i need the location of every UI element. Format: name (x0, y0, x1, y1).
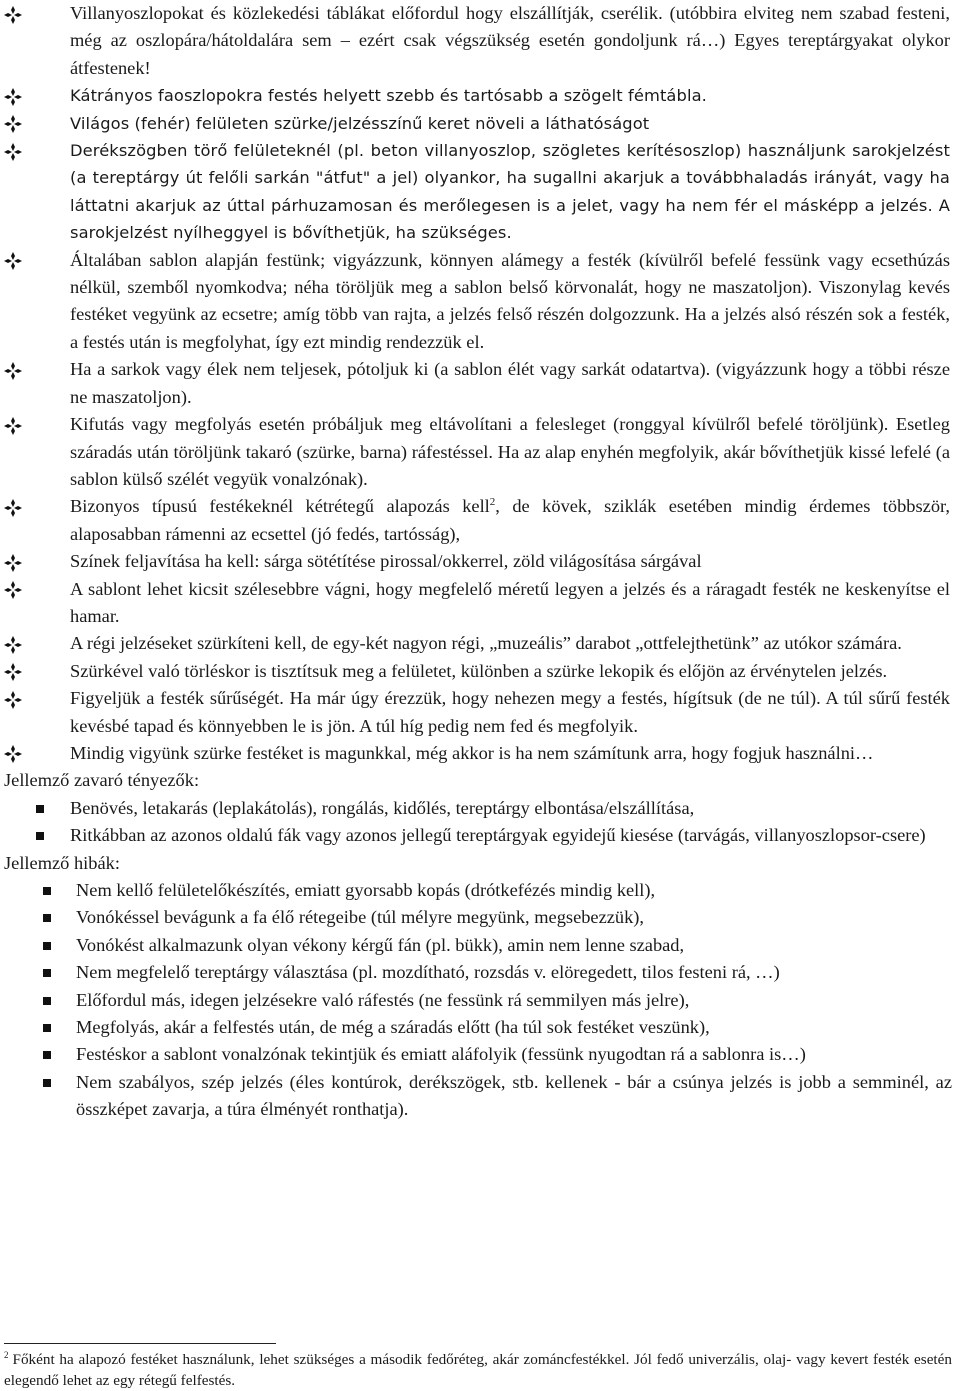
list-item (4, 82, 952, 109)
hibak-list (4, 877, 952, 1124)
list-item (4, 493, 952, 548)
item-text: Benövés, letakarás (leplakátolás), rongálás, kidőlés, tereptárgy elbontása/elszállítása, (70, 797, 695, 818)
diamond-bullet-icon (4, 0, 70, 27)
diamond-bullet-icon (4, 110, 70, 137)
list-item (4, 959, 952, 986)
list-item (4, 1041, 952, 1068)
list-item (4, 137, 952, 247)
diamond-bullet-icon (4, 82, 70, 109)
list-item (4, 548, 952, 575)
list-item (4, 0, 952, 82)
square-bullet-icon (36, 832, 44, 840)
item-text: Kifutás vagy megfolyás esetén próbáljuk meg eltávolítani a felesleget (ronggyal kívülről befelé töröljünk). Esetleg száradás után töröljünk takaró (szürke, barna) ráfestéssel. Ha az alap enyhén megfolyik, akár bővíthetjük kissé lefelé (a sablon külső szélét vegyük vonalzónak). (70, 414, 950, 489)
list-item (4, 1014, 952, 1041)
diamond-bullet-icon (4, 685, 70, 712)
item-text: Festéskor a sablont vonalzónak tekintjük és emiatt aláfolyik (fessünk nyugodtan rá a sablonra is…) (76, 1044, 806, 1065)
diamond-bullet-icon (4, 630, 70, 657)
diamond-bullet-icon (4, 493, 70, 520)
square-bullet-icon (43, 887, 51, 895)
list-item (4, 1069, 952, 1124)
footnote-text: Főként ha alapozó festéket használunk, lehet szükséges a második fedőréteg, akár zománcfestékkel. Jól fedő univerzális, olaj- vagy kevert festék esetén elegendő lehet az egy rétegű felfestés. (4, 1351, 952, 1389)
item-text: A sablont lehet kicsit szélesebbre vágni, hogy megfelelő méretű legyen a jelzés és a ráragadt festék ne keskenyítse el hamar. (70, 578, 950, 626)
item-text: Vonókést alkalmazunk olyan vékony kérgű fán (pl. bükk), amin nem lenne szabad, (76, 934, 685, 955)
diamond-bullet-icon (4, 576, 70, 603)
diamond-bullet-icon (4, 740, 70, 767)
item-text: Figyeljük a festék sűrűségét. Ha már úgy érezzük, hogy nehezen megy a festés, hígítsuk (de ne túl). A túl sűrű festék kevésbé tapad és könnyebben le is jön. A túl híg pedig nem fed és megfolyik. (70, 688, 950, 736)
footnote-reference[interactable]: 2 (489, 496, 496, 509)
item-text: Ha a sarkok vagy élek nem teljesek, pótoljuk ki (a sablon élét vagy sarkát odatartva). (vigyázzunk hogy a többi része ne maszatoljon). (70, 359, 950, 407)
square-bullet-icon (36, 805, 44, 813)
square-bullet-icon (43, 942, 51, 950)
item-text: Derékszögben törő felületeknél (pl. beton villanyoszlop, szögletes kerítésoszlop) használjunk sarokjelzést (a tereptárgy út felőli sarkán "átfut" a jel) olyankor, ha sugallni akarjuk a továbbhaladás irányát, vagy ha láttatni akarjuk az úttal párhuzamosan és merőlegesen is a jelet, vagy ha nem fér el másképp a jelzés. A sarokjelzést nyílheggyel is bővíthetjük, ha szükséges. (70, 141, 950, 243)
item-text: Világos (fehér) felületen szürke/jelzésszínű keret növeli a láthatóságot (70, 113, 650, 133)
list-item (4, 576, 952, 631)
list-item (4, 658, 952, 685)
diamond-bullet-icon (4, 658, 70, 685)
tips-list (4, 0, 952, 767)
footnote (4, 1349, 952, 1391)
list-item (4, 110, 952, 137)
square-bullet-icon (43, 1079, 51, 1087)
square-bullet-icon (43, 997, 51, 1005)
square-bullet-icon (43, 1051, 51, 1059)
diamond-bullet-icon (4, 137, 70, 164)
square-bullet-icon (43, 914, 51, 922)
item-text: Ritkábban az azonos oldalú fák vagy azonos jellegű tereptárgyak egyidejű kiesése (tarvágás, villanyoszlopsor-csere) (70, 825, 926, 846)
item-text: Villanyoszlopokat és közlekedési táblákat előfordul hogy elszállítják, cserélik. (utóbbira elviteg nem szabad festeni, még az oszlopára/hátoldalára sem – ezért csak végszükség esetén gondoljunk rá…) Egyes tereptárgyakat olykor átfestenek! (70, 3, 950, 78)
list-item (4, 411, 952, 493)
item-text-continued: , de kövek, sziklák esetében mindig érdemes többször, alaposabban rámenni az ecsettel (jó fedés, tartósság), (70, 496, 951, 544)
list-item (4, 795, 952, 822)
list-item (4, 356, 952, 411)
list-item (4, 987, 952, 1014)
diamond-bullet-icon (4, 411, 70, 438)
diamond-bullet-icon (4, 247, 70, 274)
diamond-bullet-icon (4, 356, 70, 383)
list-item (4, 904, 952, 931)
item-text: Mindig vigyünk szürke festéket is magunkkal, még akkor is ha nem számítunk arra, hogy fogjuk használni… (70, 742, 874, 763)
section-heading-hibak: Jellemző hibák: (4, 852, 120, 873)
footnote-number: 2 (4, 1349, 9, 1360)
list-item (4, 877, 952, 904)
list-item (4, 822, 952, 849)
item-text: Kátrányos faoszlopokra festés helyett szebb és tartósabb a szögelt fémtábla. (70, 86, 707, 106)
item-text: Nem megfelelő tereptárgy választása (pl. mozdítható, rozsdás v. elöregedett, tilos festeni rá, …) (76, 962, 780, 983)
list-item (4, 685, 952, 740)
zavaro-list (4, 795, 952, 850)
item-text: Bizonyos típusú festékeknél kétrétegű alapozás kell (70, 496, 490, 517)
list-item (4, 630, 952, 657)
item-text: Nem szabályos, szép jelzés (éles kontúrok, derékszögek, stb. kellenek - bár a csúnya jelzés is jobb a semminél, az összképet zavarja, a túra élményét ronthatja). (76, 1071, 952, 1120)
list-item (4, 932, 952, 959)
item-text: A régi jelzéseket szürkíteni kell, de egy-két nagyon régi, „muzeális” darabot „ottfelejthetünk” az utókor számára. (70, 633, 902, 654)
section-heading-zavaro: Jellemző zavaró tényezők: (4, 770, 200, 791)
item-text: Szürkével való törléskor is tisztítsuk meg a felületet, különben a szürke lekopik és előjön az érvénytelen jelzés. (70, 660, 888, 681)
item-text: Előfordul más, idegen jelzésekre való ráfestés (ne fessünk rá semmilyen más jelre), (76, 989, 690, 1010)
item-text: Nem kellő felületelőkészítés, emiatt gyorsabb kopás (drótkefézés mindig kell), (76, 880, 656, 900)
item-text: Általában sablon alapján festünk; vigyázzunk, könnyen alámegy a festék (kívülről befelé fessünk vagy ecsethúzás nélkül, szemből nyomkodva; néha töröljük meg a sablon belső körvonalát, hogy ne maszatoljon). Viszonylag kevés festéket vegyünk az ecsetre; amíg több van rajta, a jelzés felső részén dolgozzunk. Ha a jelzés alsó részén sok a festék, a festés után is megfolyhat, így ezt mindig rendezzük el. (70, 249, 950, 352)
square-bullet-icon (43, 1024, 51, 1032)
diamond-bullet-icon (4, 548, 70, 575)
list-item (4, 740, 952, 767)
square-bullet-icon (43, 969, 51, 977)
list-item (4, 247, 952, 357)
item-text: Vonókéssel bevágunk a fa élő rétegeibe (túl mélyre megyünk, megsebezzük), (76, 907, 645, 928)
item-text: Színek feljavítása ha kell: sárga sötétítése pirossal/okkerrel, zöld világosítása sárgával (70, 551, 702, 572)
footnote-separator (4, 1343, 276, 1344)
item-text: Megfolyás, akár a felfestés után, de még a száradás előtt (ha túl sok festéket veszünk), (76, 1017, 710, 1038)
